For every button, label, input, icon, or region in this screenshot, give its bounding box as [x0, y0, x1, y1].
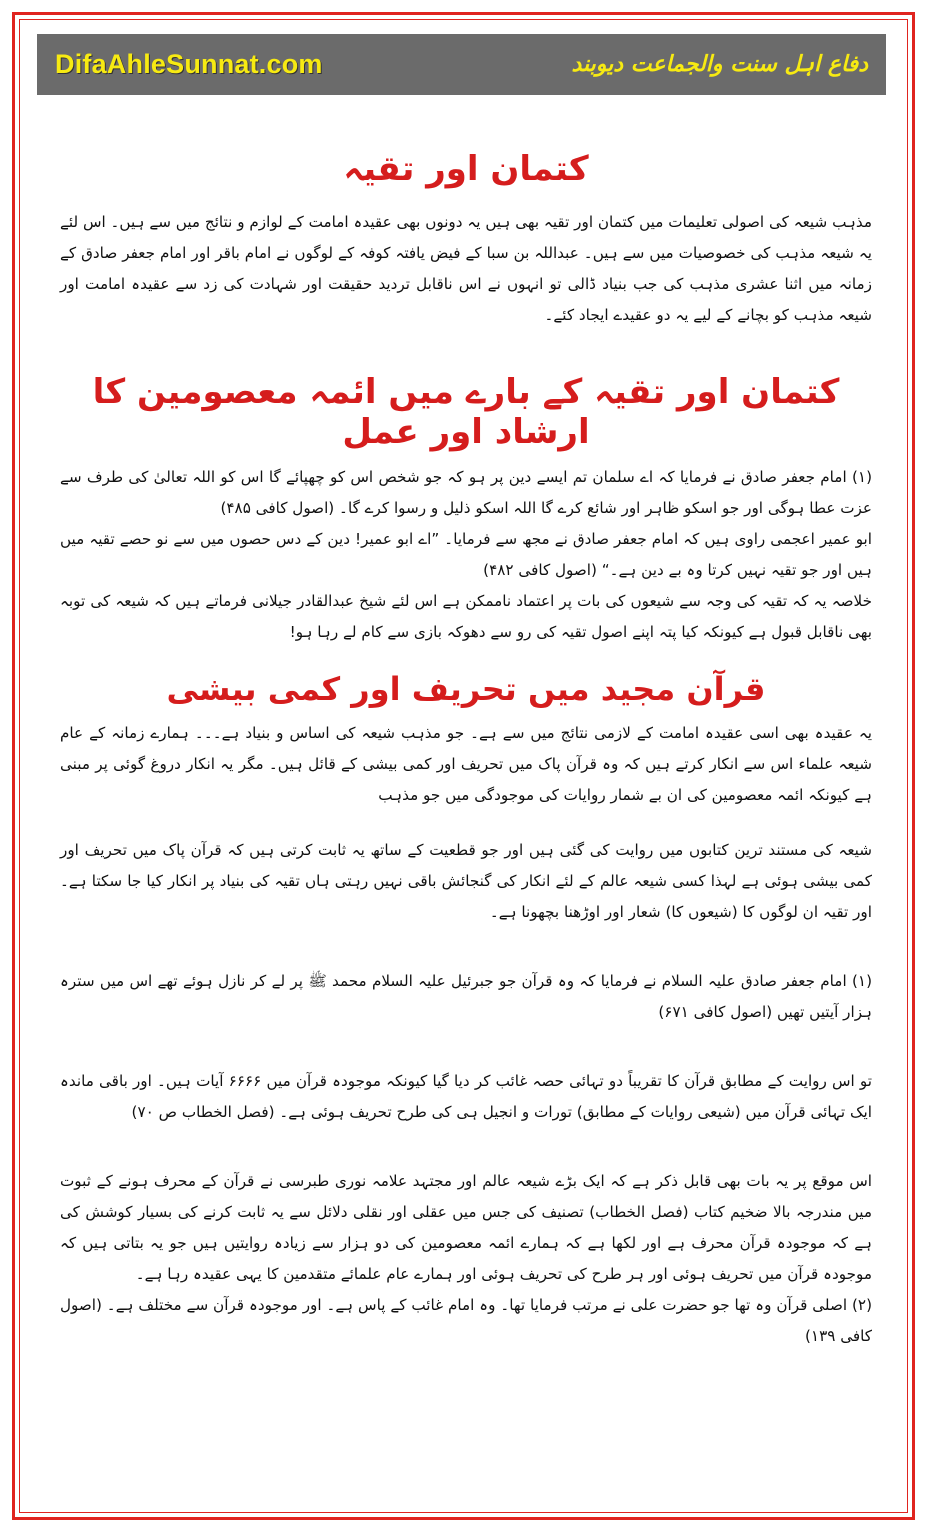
paragraph: اس موقع پر یہ بات بھی قابل ذکر ہے کہ ایک بڑے شیعہ عالم اور مجتہد علامہ نوری طبرسی نے قرآن کے محرف ہونے کے ثبوت میں مندرجہ بالا ضخیم کتاب (فصل الخطاب) تصنیف کی جس میں عقلی اور نقلی دلائل سے یہ ثابت کرنے کی بسیار کوشش کی ہے کہ موجودہ قرآن محرف ہے اور لکھا ہے کہ ہمارے ائمہ معصومین کی دو ہزار سے زیادہ روایتیں ہیں جو یہ بتاتی ہیں کہ موجودہ قرآن میں تحریف ہوئی اور ہر طرح کی تحریف ہوئی اور ہمارے عام علمائے متقدمین کا یہی عقیدہ رہا ہے۔	[60, 1172, 872, 1283]
paragraph: ابو عمیر اعجمی راوی ہیں کہ امام جعفر صادق نے مجھ سے فرمایا۔ ”اے ابو عمیر! دین کے دس حصوں میں سے نو حصے تقیہ میں ہیں اور جو تقیہ نہیں کرتا وہ بے دین ہے۔“ (اصول کافی ۴۸۲)	[60, 530, 872, 579]
organization-name: دفاع اہل سنت والجماعت دیوبند	[571, 52, 868, 77]
paragraph: تو اس روایت کے مطابق قرآن کا تقریباً دو تہائی حصہ غائب کر دیا گیا کیونکہ موجودہ قرآن میں ۶۶۶۶ آیات ہیں۔ اور باقی ماندہ ایک تہائی قرآن میں (شیعی روایات کے مطابق) تورات و انجیل ہی کی طرح تحریف ہوئی ہے۔ (فصل الخطاب ص ۷۰)	[60, 1072, 872, 1121]
paragraph: یہ عقیدہ بھی اسی عقیدہ امامت کے لازمی نتائج میں سے ہے۔ جو مذہب شیعہ کی اساس و بنیاد ہے۔۔۔ ہمارے زمانہ کے عام شیعہ علماء اس سے انکار کرتے ہیں کہ وہ قرآن پاک میں تحریف اور کمی بیشی کے قائل ہیں۔ مگر یہ انکار دروغ گوئی پر مبنی ہے کیونکہ ائمہ معصومین کی ان بے شمار روایات کی موجودگی میں جو مذہب	[60, 724, 872, 804]
section-heading-imams-sayings: کتمان اور تقیہ کے بارے میں ائمہ معصومین کا ارشاد اور عمل	[92, 372, 840, 452]
paragraph: (۱) امام جعفر صادق علیہ السلام نے فرمایا کہ وہ قرآن جو جبرئیل علیہ السلام محمد ﷺ پر لے کر نازل ہوئے تھے اس میں سترہ ہزار آیتیں تھیں (اصول کافی ۶۷۱)	[60, 972, 872, 1021]
article-body	[60, 120, 872, 1352]
paragraph: مذہب شیعہ کی اصولی تعلیمات میں کتمان اور تقیہ بھی ہیں یہ دونوں بھی عقیدہ امامت کے لوازم و نتائج میں سے ہیں۔ اس لئے یہ شیعہ مذہب کی خصوصیات میں سے ہیں۔ عبداللہ بن سبا کے فیض یافتہ کوفہ کے لوگوں نے امام باقر اور امام جعفر صادق کے زمانہ میں اثنا عشری مذہب کی جب بنیاد ڈالی تو انہوں نے اس ناقابل تردید حقیقت اور شہادت کی زد سے عقیدہ امامت اور شیعہ مذہب کو بچانے کے لیے یہ دو عقیدے ایجاد کئے۔	[60, 213, 872, 324]
section-heading-quran-tahreef: قرآن مجید میں تحریف اور کمی بیشی	[166, 670, 766, 708]
paragraph: (۱) امام جعفر صادق نے فرمایا کہ اے سلمان تم ایسے دین پر ہو کہ جو شخص اس کو چھپائے گا اس کو اللہ تعالیٰ کی طرف سے عزت عطا ہوگی اور جو اسکو ظاہر اور شائع کرے گا اللہ اسکو ذلیل و رسوا کرے گا۔ (اصول کافی ۴۸۵)	[60, 468, 872, 517]
paragraph: (۲) اصلی قرآن وہ تھا جو حضرت علی نے مرتب فرمایا تھا۔ وہ امام غائب کے پاس ہے۔ اور موجودہ قرآن سے مختلف ہے۔ (اصول کافی ۱۳۹)	[60, 1296, 872, 1345]
site-name[interactable]: DifaAhleSunnat.com	[55, 49, 323, 79]
paragraph: خلاصہ یہ کہ تقیہ کی وجہ سے شیعوں کی بات پر اعتماد ناممکن ہے اس لئے شیخ عبدالقادر جیلانی فرماتے ہیں کہ شیعہ کی توبہ بھی ناقابل قبول ہے کیونکہ کیا پتہ اپنے اصول تقیہ کی رو سے دھوکہ بازی سے کام لے رہا ہو!	[60, 592, 872, 641]
header-banner	[37, 34, 886, 95]
section-heading-kitman-taqiyya: کتمان اور تقیہ	[343, 149, 589, 189]
paragraph: شیعہ کی مستند ترین کتابوں میں روایت کی گئی ہیں اور جو قطعیت کے ساتھ یہ ثابت کرتی ہیں کہ قرآن پاک میں تحریف اور کمی بیشی ہوئی ہے لہذا کسی شیعہ عالم کے لئے انکار کی گنجائش باقی نہیں رہتی ہاں تقیہ کی بنیاد پر انکار کیا جا سکتا ہے۔ اور تقیہ ان لوگوں کا (شیعوں کا) شعار اور اوڑھنا بچھونا ہے۔	[60, 841, 872, 921]
